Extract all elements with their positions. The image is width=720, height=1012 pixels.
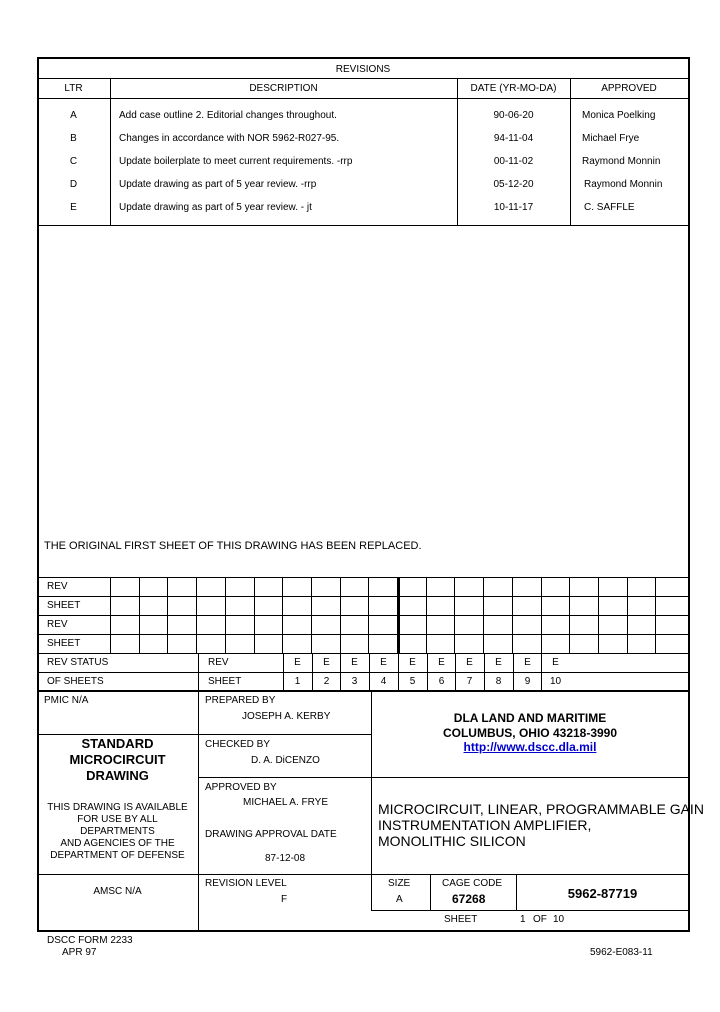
grid-line: [110, 577, 111, 653]
grid-line: [37, 672, 689, 673]
grid-line: [37, 596, 689, 597]
rev-approved: Raymond Monnin: [584, 179, 663, 190]
prepared-by-label: PREPARED BY: [205, 695, 276, 706]
grid-line: [282, 577, 283, 653]
grid-line: [569, 577, 570, 653]
grid-line: [167, 577, 168, 653]
sheet-of-label: OF: [533, 914, 547, 925]
sheet-number-cell: 4: [380, 676, 387, 687]
rev-status-cell: E: [323, 657, 330, 668]
rev-date: 00-11-02: [493, 156, 534, 167]
revision-level: F: [281, 894, 288, 905]
grid-line: [368, 577, 369, 653]
sheet-number-cell: 10: [549, 676, 562, 687]
grid-line: [37, 691, 689, 692]
rev-desc: Update drawing as part of 5 year review. - jt: [119, 202, 312, 213]
grid-line: [627, 577, 628, 653]
rev-approved: C. SAFFLE: [584, 202, 635, 213]
rev-ltr: A: [70, 110, 77, 121]
agency-url-wrap: [371, 741, 689, 755]
document-code: 5962-E083-11: [590, 947, 653, 958]
grid-line: [37, 577, 689, 578]
rev-status-cell: E: [409, 657, 416, 668]
sheet-number-cell: 7: [466, 676, 473, 687]
sheet-number-cell: 3: [351, 676, 358, 687]
rev-desc: Update boilerplate to meet current requirements. -rrp: [119, 156, 353, 167]
sheet-number: 1: [520, 914, 526, 925]
rev-desc: Add case outline 2. Editorial changes throughout.: [119, 110, 337, 121]
col-description: DESCRIPTION: [249, 83, 318, 94]
cage-code-label: CAGE CODE: [442, 878, 503, 889]
sheet-number-cell: 9: [524, 676, 531, 687]
grid-line: [37, 615, 689, 616]
sheet-number-cell: 6: [438, 676, 445, 687]
rev-status-cell: E: [495, 657, 502, 668]
col-approved: APPROVED: [601, 83, 657, 94]
size-value: A: [396, 894, 403, 905]
rev-status-cell: E: [294, 657, 301, 668]
revision-level-label: REVISION LEVEL: [205, 878, 287, 889]
grid-line: [655, 577, 656, 653]
sheet-label-grid: SHEET: [208, 676, 242, 687]
rev-status-cell: E: [466, 657, 473, 668]
prepared-by-name: JOSEPH A. KERBY: [242, 711, 331, 722]
rev-date: 90-06-20: [493, 110, 534, 121]
cage-code-value: 67268: [452, 892, 486, 906]
grid-line: [198, 653, 199, 691]
form-number: DSCC FORM 2233: [47, 935, 133, 946]
rev-ltr: D: [69, 179, 78, 190]
drawing-title: MICROCIRCUIT, LINEAR, PROGRAMMABLE GAIN INSTRUMENTATION AMPLIFIER, MONOLITHIC SILICON: [378, 801, 704, 849]
approved-by-label: APPROVED BY: [205, 782, 277, 793]
grid-line: [398, 577, 400, 653]
checked-by-label: CHECKED BY: [205, 739, 271, 750]
rev-desc: Changes in accordance with NOR 5962-R027-95.: [119, 133, 340, 144]
grid-line: [598, 577, 599, 653]
grid-line: [340, 577, 341, 653]
rev-desc: Update drawing as part of 5 year review. -rrp: [119, 179, 317, 190]
size-label: SIZE: [388, 878, 411, 889]
standard-drawing-title: STANDARD MICROCIRCUIT DRAWING: [69, 736, 166, 783]
rev-date: 05-12-20: [493, 179, 534, 190]
grid-line: [483, 577, 484, 653]
grid-line: [311, 577, 312, 653]
agency-url-link[interactable]: http://www.dscc.dla.mil: [463, 740, 597, 754]
of-sheets-label: OF SHEETS: [47, 676, 104, 687]
grid-line: [196, 577, 197, 653]
rev-status-cell: E: [552, 657, 559, 668]
grid-line: [254, 577, 255, 653]
grid-row-label: REV: [47, 581, 68, 592]
grid-line: [426, 577, 427, 653]
approved-by-name: MICHAEL A. FRYE: [243, 797, 329, 808]
sheet-number-cell: 2: [323, 676, 330, 687]
rev-ltr: C: [69, 156, 78, 167]
rev-status-label: REV STATUS: [47, 657, 109, 668]
amsc-label: AMSC N/A: [93, 886, 142, 897]
rev-approved: Monica Poelking: [582, 110, 656, 121]
col-date: DATE (YR-MO-DA): [470, 83, 557, 94]
grid-row-label: REV: [47, 619, 68, 630]
sheet-label: SHEET: [444, 914, 478, 925]
approval-date-label: DRAWING APPROVAL DATE: [205, 829, 337, 840]
checked-by-name: D. A. DiCENZO: [251, 755, 320, 766]
grid-row-label: SHEET: [47, 600, 81, 611]
rev-status-cell: E: [438, 657, 445, 668]
col-ltr: LTR: [64, 83, 83, 94]
agency-name: DLA LAND AND MARITIME: [453, 711, 607, 725]
grid-line: [37, 634, 689, 635]
sheet-total: 10: [553, 914, 565, 925]
grid-line: [37, 653, 689, 654]
pmic-label: PMIC N/A: [44, 695, 89, 706]
approval-date: 87-12-08: [265, 853, 306, 864]
grid-line: [454, 577, 455, 653]
grid-line: [541, 577, 542, 653]
rev-label: REV: [208, 657, 229, 668]
grid-line: [225, 577, 226, 653]
agency-address: COLUMBUS, OHIO 43218-3990: [442, 726, 618, 740]
sheet-number-cell: 5: [409, 676, 416, 687]
grid-line: [139, 577, 140, 653]
rev-status-cell: E: [524, 657, 531, 668]
drawing-number: 5962-87719: [567, 886, 638, 901]
availability-note: THIS DRAWING IS AVAILABLE FOR USE BY ALL DEPARTMENTS AND AGENCIES OF THE DEPARTMENT OF DEFENSE: [47, 802, 188, 861]
rev-approved: Michael Frye: [582, 133, 640, 144]
rev-date: 10-11-17: [493, 202, 534, 213]
rev-date: 94-11-04: [493, 133, 534, 144]
rev-approved: Raymond Monnin: [582, 156, 661, 167]
rev-ltr: B: [70, 133, 77, 144]
grid-line: [512, 577, 513, 653]
form-date: APR 97: [62, 947, 97, 958]
rev-ltr: E: [70, 202, 77, 213]
grid-row-label: SHEET: [47, 638, 81, 649]
sheet-number-cell: 1: [294, 676, 301, 687]
rev-status-cell: E: [380, 657, 387, 668]
replacement-notice: THE ORIGINAL FIRST SHEET OF THIS DRAWING HAS BEEN REPLACED.: [44, 540, 422, 552]
rev-status-cell: E: [351, 657, 358, 668]
revisions-header: REVISIONS: [335, 64, 391, 75]
sheet-number-cell: 8: [495, 676, 502, 687]
